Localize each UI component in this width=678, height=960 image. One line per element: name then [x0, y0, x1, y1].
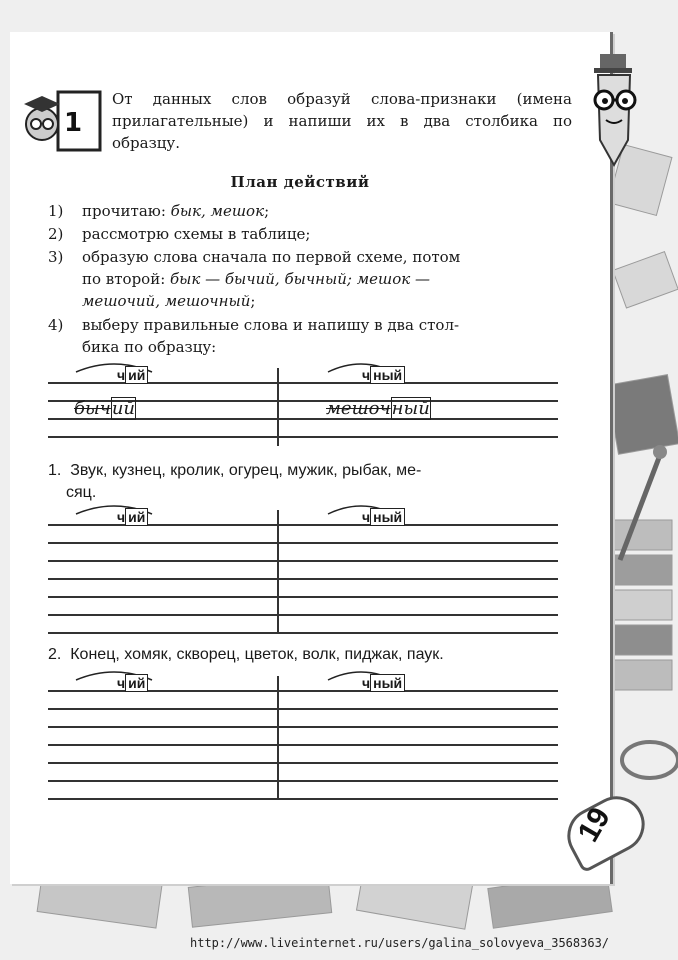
scheme-left: ч ий [117, 367, 148, 383]
plan-step: 1) прочитаю: бык, мешок; [48, 202, 270, 220]
exercise-1-text-continued: сяц. [66, 484, 97, 501]
plan-title: План действий [230, 173, 370, 191]
scheme-right: ч ный [362, 367, 405, 383]
sample-left-word: бычий [74, 398, 136, 419]
task-instruction: От данных слов образуй слова-признаки (имена прилагательные) и напиши их в два столбика по образцу. [112, 90, 572, 152]
scheme-left: ч ий [117, 675, 148, 691]
source-credit: http://www.liveinternet.ru/users/galina_solovyeva_3568363/ [190, 936, 610, 950]
pencil-mascot-icon [580, 40, 650, 170]
task-number: 1 [64, 108, 83, 138]
scheme-right: ч ный [362, 675, 405, 691]
scheme-left: ч ий [117, 509, 148, 525]
plan-step-continued: бика по образцу: [82, 338, 217, 356]
task-mascot-icon [18, 86, 108, 156]
plan-step: 3) образую слова сначала по первой схеме, потом [48, 248, 461, 266]
plan-step-continued: мешочий, мешочный; [82, 292, 256, 310]
exercise-1-answer-table [48, 510, 558, 634]
exercise-2-text: 2. Конец, хомяк, скворец, цветок, волк, пиджак, паук. [48, 646, 444, 663]
sample-right-word: мешочный [326, 398, 430, 419]
plan-step: 2) рассмотрю схемы в таблице; [48, 225, 311, 243]
exercise-1-text: 1. Звук, кузнец, кролик, огурец, мужик, рыбак, ме- [48, 462, 422, 479]
plan-step: 4) выберу правильные слова и напишу в два стол- [48, 316, 460, 334]
page-number: 19 [571, 802, 617, 848]
scheme-right: ч ный [362, 509, 405, 525]
plan-step-continued: по второй: бык — бычий, бычный; мешок — [82, 270, 431, 288]
exercise-2-answer-table [48, 676, 558, 800]
